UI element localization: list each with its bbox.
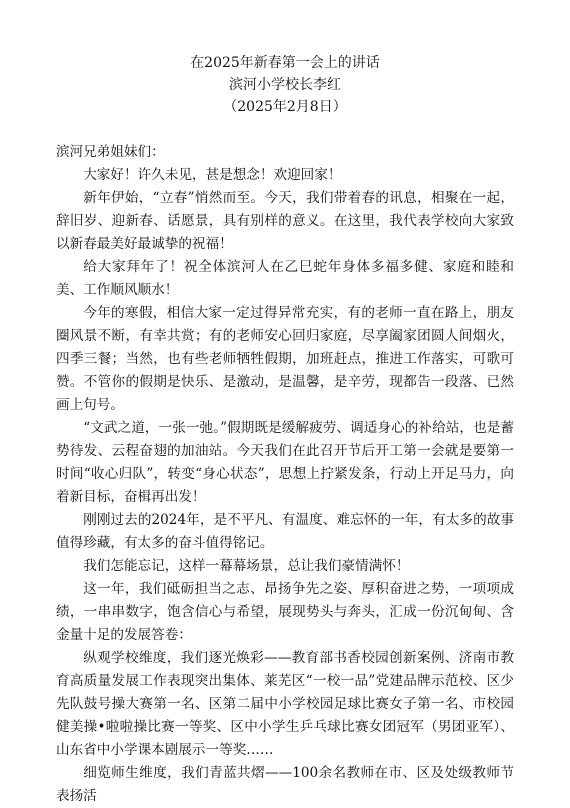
paragraph-10: 细览师生维度，我们青蓝共熠——100余名教师在市、区及处级教师节表扬活 [56,765,514,804]
paragraph-6: 刚刚过去的2024年，是不平凡、有温度、难忘怀的一年，有太多的故事值得珍藏，有太多的奋斗值得铭记。 [56,512,514,551]
paragraph-1: 大家好！许久未见，甚是想念！欢迎回家！ [83,167,342,183]
paragraph-9: 纵观学校维度，我们逐光焕彩——教育部书香校园创新案例、济南市教育高质量发展工作表现突出集体、莱芜区“一校一品”党建品牌示范校、区少先队鼓号操大赛第一名、区第二届中小学校园足球比赛女子第一名、市校园健美操•啦啦操比赛一等奖、区中小学生乒乓球比赛女团冠军（男团亚军）、山东省中小学课本剧展示一等奖…… [56,650,514,758]
paragraph-2: 新年伊始，“立春”悄然而至。今天，我们带着春的讯息，相聚在一起，辞旧岁、迎新春、话愿景，具有别样的意义。在这里，我代表学校向大家致以新春最美好最诚挚的祝福！ [56,190,514,252]
salutation: 滨河兄弟姐妹们： [56,144,165,160]
paragraph-4: 今年的寒假，相信大家一定过得异常充实，有的老师一直在路上，朋友圈风景不断，有幸共赏；有的老师安心回归家庭，尽享阖家团圆人间烟火，四季三餐；当然，也有些老师牺牲假期，加班赶点，推进工作落实，可歌可赞。不管你的假期是快乐、是激动，是温馨，是辛劳，现都告一段落、已然画上句号。 [56,305,514,413]
paragraph-5: “文武之道，一张一弛。”假期既是缓解疲劳、调适身心的补给站，也是蓄势待发、云程奋翅的加油站。今天我们在此召开节后开工第一会就是要第一时间“收心归队”，转变“身心状态”，思想上拧紧发条，行动上开足马力，向着新目标，奋楫再出发！ [56,420,514,505]
paragraph-8: 这一年，我们砥砺担当之志、昂扬争先之姿、厚积奋进之势，一项项成绩，一串串数字，饱含信心与希望，展现势头与奔头，汇成一份沉甸甸、含金量十足的发展答卷： [56,581,514,643]
speech-date: （2025年2月8日） [223,99,347,115]
paragraph-3: 给大家拜年了！祝全体滨河人在乙巳蛇年身体多福多健、家庭和睦和美、工作顺风顺水！ [56,259,514,298]
speech-title: 在2025年新春第一会上的讲话 [190,55,380,71]
paragraph-7: 我们怎能忘记，这样一幕幕场景，总让我们豪情满怀！ [83,558,410,574]
speaker-line: 滨河小学校长李红 [229,77,341,93]
document-header [56,52,514,118]
